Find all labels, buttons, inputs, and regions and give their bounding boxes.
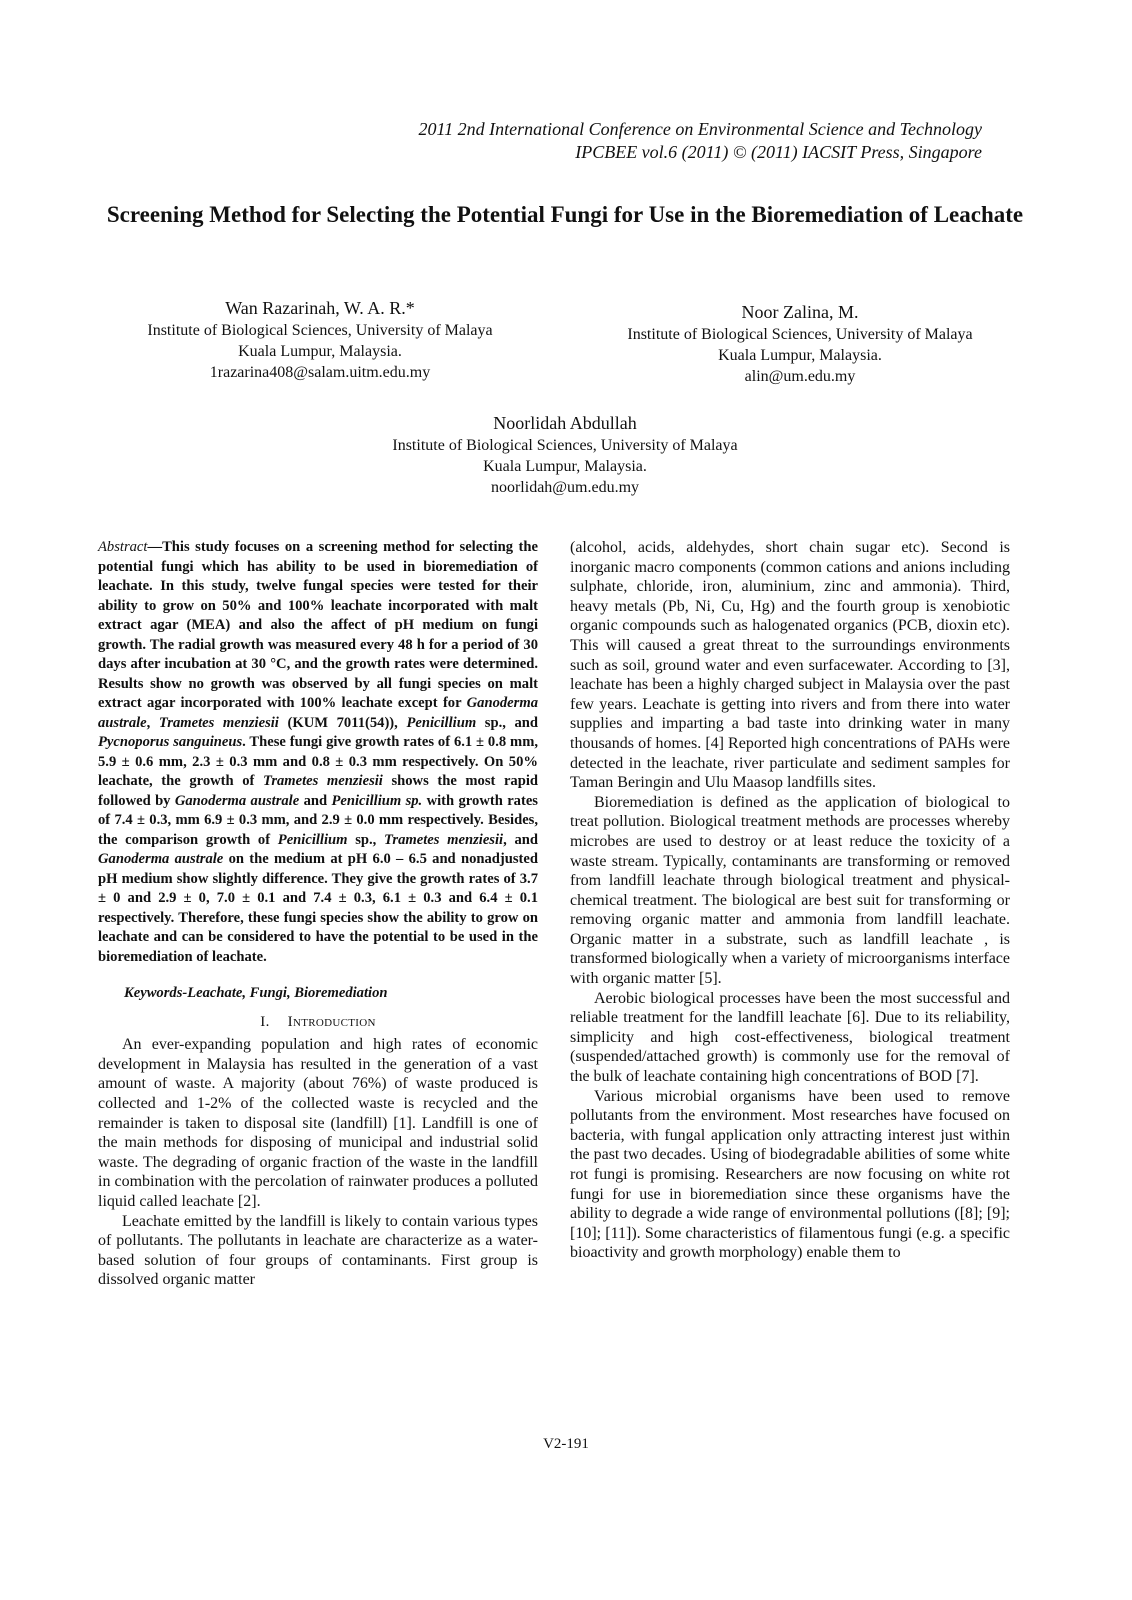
author-name: Wan Razarinah, W. A. R.* (225, 298, 415, 318)
author-location: Kuala Lumpur, Malaysia. (483, 458, 647, 475)
abstract-text: . These fungi give growth rates of 6.1 ± 0.8 mm, 5.9 ± 0.6 mm, 2.3 ± 0.3 mm and 0.8 ± 0.3 mm respectively. On 50% leachate, the growth of (98, 734, 538, 789)
paragraph: (alcohol, acids, aldehydes, short chain sugar etc). Second is inorganic macro components (common cations and anions including sulphate, chloride, iron, aluminium, zinc and ammonia). Third, heavy metals (Pb, Ni, Cu, Hg) and the fourth group is xenobiotic organic compounds such as halogenated organics (PCB, dioxin etc). This will caused a great threat to the surroundings environments such as soil, ground water and even surfacewater. According to [3], leachate has been a highly charged subject in Malaysia over the past few years. Leachate is getting into rivers and from there into water supplies and imparting a bad taste into drinking water in many thousands of homes. [4] Reported high concentrations of PAHs were detected in the leachate, river particulate and sediment samples for Taman Beringin and Ulu Maasop landfills sites. (570, 539, 1010, 792)
section-heading-introduction (98, 1013, 538, 1033)
section-number: I. (260, 1013, 270, 1030)
left-column (98, 538, 538, 1290)
abstract-dash: — (147, 539, 163, 555)
author-email: 1razarina408@salam.uitm.edu.my (209, 364, 431, 381)
abstract-text: with growth rates of 7.4 ± 0.3, mm 6.9 ± 0.3 mm, and 2.9 ± 0.0 mm respectively. Besides, the comparison growth of (98, 792, 538, 848)
author-location: Kuala Lumpur, Malaysia. (718, 347, 882, 364)
abstract-text: , (146, 714, 159, 731)
species-name: Trametes menziesii (158, 714, 279, 731)
paper-title: Screening Method for Selecting the Potential Fungi for Use in the Bioremediation of Leachate (106, 202, 1024, 227)
conference-line-1: 2011 2nd International Conference on Environmental Science and Technology (418, 119, 982, 139)
author-email: noorlidah@um.edu.my (490, 479, 640, 496)
page-number: V2-191 (543, 1436, 589, 1452)
species-name: Pycnoporus sanguineus (98, 734, 243, 750)
author-name: Noor Zalina, M. (741, 302, 859, 322)
author-affiliation: Institute of Biological Sciences, University of Malaya (147, 322, 493, 339)
paragraph: Aerobic biological processes have been the most successful and reliable treatment for the landfill leachate [6]. Due to its reliability, simplicity and high cost-effectiveness, biological treatment (suspended/attached growth) is commonly use for the removal of the bulk of leachate containing high concentrations of BOD [7]. (570, 989, 1010, 1086)
abstract-text: , and (503, 831, 539, 848)
author-affiliation: Institute of Biological Sciences, University of Malaya (392, 437, 738, 454)
species-name: Ganoderma australe (98, 695, 538, 731)
abstract-text: sp., (347, 831, 385, 848)
abstract-text: sp., and (476, 714, 539, 731)
author-block-2 (580, 300, 1020, 387)
author-block-1 (100, 296, 540, 383)
paragraph: Bioremediation is defined as the application of biological to treat pollution. Biological treatment methods are processes whereby microbes are used to destroy or at least reduce the toxicity of a waste stream. Typically, contaminants are transforming or removed from landfill leachate through biological treatment and physical-chemical treatment. The biological are best suit for transforming or removing organic matter and ammonia from landfill leachate. Organic matter in a substrate, such as landfill leachate , is transformed biologically when a variety of microorganisms interface with organic matter [5]. (570, 793, 1010, 988)
abstract-text: This study focuses on a screening method for selecting the potential fungi which has ability to be used in bioremediation of leachate. In this study, twelve fungal species were tested for their ability to grow on 50% and 100% leachate incorporated with malt extract agar (MEA) and also the affect of pH medium on fungi growth. The radial growth was measured every 48 h for a period of 30 days after incubation at 30 °C, and the growth rates were determined. Results show no growth was observed by all fungi species on malt extract agar incorporated with 100% leachate except for (98, 539, 538, 711)
species-name: Ganoderma australe (98, 851, 224, 867)
author-name: Noorlidah Abdullah (493, 413, 637, 433)
abstract (98, 538, 538, 967)
author-affiliation: Institute of Biological Sciences, University of Malaya (627, 326, 973, 343)
section-title: Introduction (287, 1013, 376, 1030)
paragraph: An ever-expanding population and high rates of economic development in Malaysia has resulted in the generation of a vast amount of waste. A majority (about 76%) of waste produced is collected and 1-2% of the collected waste is recycled and the remainder is taken to disposal site (landfill) [1]. Landfill is one of the main methods for disposing of municipal and industrial solid waste. The degrading of organic fraction of the waste in the landfill in combination with the percolation of rainwater produces a polluted liquid called leachate [2]. (98, 1036, 538, 1210)
author-email: alin@um.edu.my (744, 368, 856, 385)
species-name: Penicillium (277, 831, 348, 848)
species-name: Trametes menziesii (384, 831, 504, 848)
abstract-text: (KUM 7011(54)), (278, 714, 407, 731)
conference-line-2: IPCBEE vol.6 (2011) © (2011) IACSIT Press, Singapore (575, 142, 982, 162)
species-name: Penicillium (406, 714, 477, 731)
abstract-lead: Abstract (98, 539, 148, 555)
species-name: Ganoderma australe (174, 792, 300, 809)
species-name: Penicillium sp. (331, 792, 423, 809)
right-column (570, 538, 1010, 1263)
species-name: Trametes menziesii (262, 773, 383, 789)
paragraph: Leachate emitted by the landfill is likely to contain various types of pollutants. The pollutants in leachate are characterize as a water-based solution of four groups of contaminants. First group is dissolved organic matter (98, 1212, 538, 1289)
author-block-3 (300, 411, 830, 498)
conference-header (418, 118, 982, 164)
keywords: Keywords-Leachate, Fungi, Bioremediation (124, 985, 388, 1001)
paragraph: Various microbial organisms have been used to remove pollutants from the environment. Most researches have focused on bacteria, with fungal application only attracting interest just within the past two decades. Using of biodegradable abilities of some white rot fungi is promising. Researchers are now focusing on white rot fungi for use in bioremediation since these organisms have the ability to degrade a wide range of environmental pollutions ([8]; [9]; [10]; [11]). Some characteristics of filamentous fungi (e.g. a specific bioactivity and growth morphology) enable them to (570, 1087, 1010, 1262)
abstract-text: shows the most rapid followed by (98, 773, 539, 809)
author-location: Kuala Lumpur, Malaysia. (238, 343, 402, 360)
abstract-text: and (299, 792, 332, 809)
abstract-text: on the medium at pH 6.0 – 6.5 and nonadjusted pH medium show slightly difference. They give the growth rates of 3.7 ± 0 and 2.9 ± 0, 7.0 ± 0.1 and 7.4 ± 0.3, 6.1 ± 0.3 and 6.4 ± 0.1 respectively. Therefore, these fungi species show the ability to grow on leachate and can be considered to have the potential to be used in the bioremediation of leachate. (98, 851, 539, 965)
